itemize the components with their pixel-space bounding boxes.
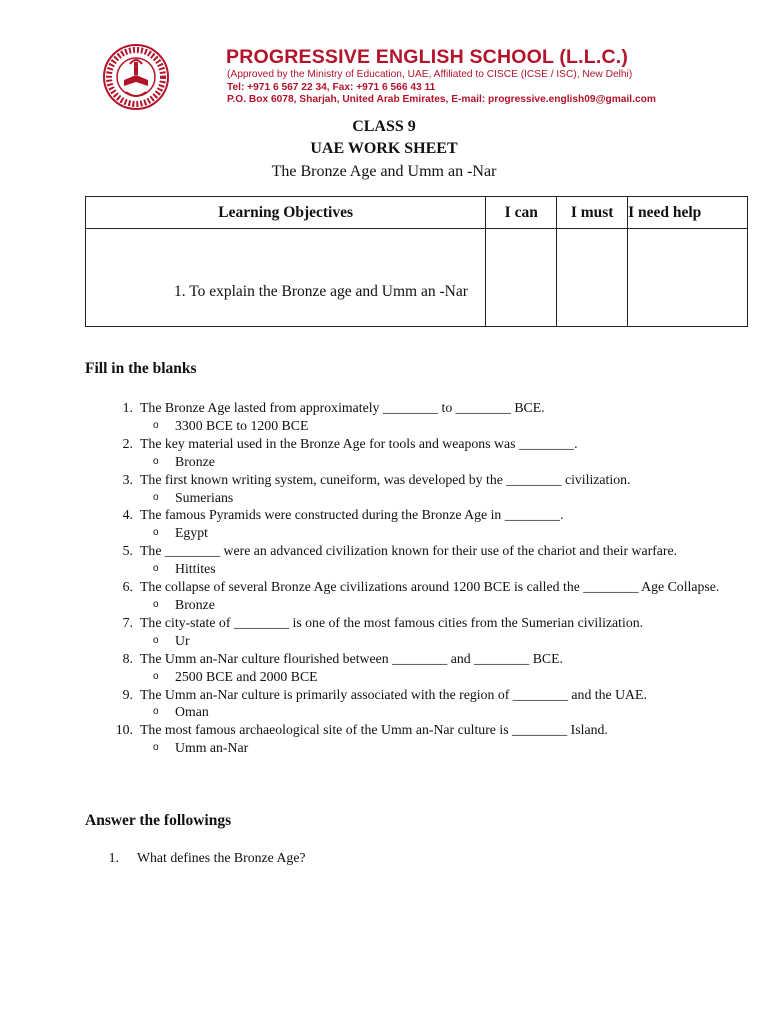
school-contact: Tel: +971 6 567 22 34, Fax: +971 6 566 43 11 xyxy=(227,82,436,93)
list-item: 5. The ________ were an advanced civilization known for their use of the chariot and their warfare. xyxy=(122,543,678,559)
answer-item: o Sumerians xyxy=(153,489,234,505)
table-header-row xyxy=(86,197,748,229)
class-title: CLASS 9 xyxy=(352,118,416,135)
letterhead xyxy=(100,42,700,112)
learning-objectives-table xyxy=(85,196,748,327)
list-item: 1. What defines the Bronze Age? xyxy=(108,850,306,865)
i-must-cell[interactable] xyxy=(557,229,628,327)
bullet-icon: o xyxy=(153,527,159,539)
worksheet-title: UAE WORK SHEET xyxy=(310,140,458,157)
objective-cell xyxy=(86,229,486,327)
answer-item: o Umm an-Nar xyxy=(153,740,249,756)
fill-blanks-list xyxy=(85,399,725,757)
i-can-cell[interactable] xyxy=(486,229,557,327)
header-learning-objectives: Learning Objectives xyxy=(86,197,486,229)
school-name: PROGRESSIVE ENGLISH SCHOOL (L.L.C.) xyxy=(226,46,629,68)
list-item: 6. The collapse of several Bronze Age civilizations around 1200 BCE is called the ________ Age Collapse. xyxy=(122,579,720,595)
list-item: 4. The famous Pyramids were constructed during the Bronze Age in ________. xyxy=(122,507,564,523)
bullet-icon: o xyxy=(153,563,159,575)
bullet-icon: o xyxy=(153,634,159,646)
bullet-icon: o xyxy=(153,419,159,431)
answer-item: o Oman xyxy=(153,704,209,720)
bullet-icon: o xyxy=(153,491,159,503)
bullet-icon: o xyxy=(153,598,159,610)
list-item: 1. The Bronze Age lasted from approximately ________ to ________ BCE. xyxy=(122,400,545,415)
bullet-icon: o xyxy=(153,670,159,682)
list-item: 9. The Umm an-Nar culture is primarily associated with the region of ________ and the UAE. xyxy=(122,686,647,702)
answer-item: o Bronze xyxy=(153,453,215,469)
table-row xyxy=(86,229,748,327)
list-item: 8. The Umm an-Nar culture flourished between ________ and ________ BCE. xyxy=(122,650,564,666)
topic-title: The Bronze Age and Umm an -Nar xyxy=(271,163,497,180)
school-address: P.O. Box 6078, Sharjah, United Arab Emirates, E-mail: progressive.english09@gmail.com xyxy=(227,94,656,105)
header-i-must: I must xyxy=(557,197,628,229)
school-approval: (Approved by the Ministry of Education, UAE, Affiliated to CISCE (ICSE / ISC), New Delhi) xyxy=(227,69,633,80)
bullet-icon: o xyxy=(153,455,159,467)
answer-item: o 3300 BCE to 1200 BCE xyxy=(153,417,309,433)
school-logo-icon xyxy=(100,42,224,112)
fill-blanks-heading: Fill in the blanks xyxy=(85,360,197,377)
answer-section-heading: Answer the followings xyxy=(85,812,232,829)
answer-item: o Egypt xyxy=(153,525,208,541)
answer-item: o 2500 BCE and 2000 BCE xyxy=(153,668,318,684)
i-need-help-cell[interactable] xyxy=(628,229,748,327)
list-item: 10. The most famous archaeological site of the Umm an-Nar culture is ________ Island. xyxy=(115,722,608,738)
list-item: 7. The city-state of ________ is one of the most famous cities from the Sumerian civilization. xyxy=(122,614,644,630)
header-i-need-help: I need help xyxy=(628,197,748,229)
header-i-can: I can xyxy=(486,197,557,229)
answer-item: o Hittites xyxy=(153,561,216,577)
answer-item: o Bronze xyxy=(153,596,215,612)
list-item: 3. The first known writing system, cuneiform, was developed by the ________ civilization. xyxy=(122,471,631,487)
answer-questions-list xyxy=(85,850,306,866)
list-item: 2. The key material used in the Bronze Age for tools and weapons was ________. xyxy=(122,435,578,451)
bullet-icon: o xyxy=(153,742,159,754)
bullet-icon: o xyxy=(153,706,159,718)
answer-item: o Ur xyxy=(153,632,190,648)
objective-text: 1. To explain the Bronze age and Umm an -Nar xyxy=(174,283,468,300)
